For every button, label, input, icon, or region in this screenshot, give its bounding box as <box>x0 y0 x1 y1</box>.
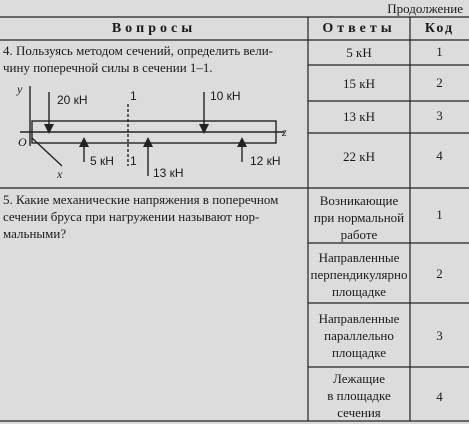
force-10-label: 10 кН <box>210 89 241 103</box>
q5-text-line2: сечении бруса при нагружении называют нор- <box>3 209 260 224</box>
continuation-label: Продолжение <box>387 1 463 16</box>
q5-answer-3-line1: Направленные <box>318 311 400 326</box>
force-12-label: 12 кН <box>250 154 281 168</box>
arrow-up-icon <box>79 137 89 147</box>
q4-answer-2: 15 кН <box>343 76 375 91</box>
force-20-label: 20 кН <box>57 93 88 107</box>
q5-text-line1: 5. Какие механические напряжения в поперечном <box>3 192 279 207</box>
q5-code-3: 3 <box>436 328 443 343</box>
q4-text <box>3 42 273 76</box>
q4-code-3: 3 <box>436 108 443 123</box>
q5-answer-3-line2: параллельно <box>324 328 394 343</box>
q5-code-4: 4 <box>436 389 443 404</box>
z-label: z <box>282 125 287 139</box>
code-header: Код <box>424 21 455 36</box>
x-label: x <box>57 167 63 181</box>
q4-answer-1: 5 кН <box>346 45 372 60</box>
q5-answer-4 <box>309 370 409 421</box>
questions-header: Вопросы <box>111 21 197 36</box>
q5-answer-3 <box>309 310 409 361</box>
q5-answer-2-line1: Направленные <box>318 250 400 265</box>
q4-text-line1: 4. Пользуясь методом сечений, определить вели- <box>3 43 273 58</box>
q5-answer-4-line2: в площадке <box>327 388 391 403</box>
q5-answer-2-line2: перпендикулярно <box>310 267 408 282</box>
q5-answer-4-line1: Лежащие <box>333 371 385 386</box>
beam-diagram <box>0 86 306 181</box>
q5-answer-1-line1: Возникающие <box>319 193 399 208</box>
q4-code-4: 4 <box>436 148 443 163</box>
force-13-label: 13 кН <box>153 166 184 180</box>
section-top-label: 1 <box>130 89 137 103</box>
q5-answer-1-line3: работе <box>340 227 378 242</box>
section-bottom-label: 1 <box>130 154 137 168</box>
y-label: y <box>17 86 23 96</box>
force-5-label: 5 кН <box>90 154 114 168</box>
q5-text <box>3 191 278 242</box>
q5-answer-2 <box>309 249 409 300</box>
q5-code-1: 1 <box>436 207 443 222</box>
q5-answer-1-line2: при нормальной <box>313 210 405 225</box>
q4-code-2: 2 <box>436 75 443 90</box>
q5-answer-1 <box>309 192 409 243</box>
q4-text-line2: чину поперечной силы в сечении 1–1. <box>3 60 213 75</box>
q5-answer-3-line3: площадке <box>331 345 387 360</box>
q4-answer-3: 13 кН <box>343 109 375 124</box>
q5-answer-2-line3: площадке <box>331 284 387 299</box>
arrow-up-icon <box>143 137 153 147</box>
origin-label: O <box>18 135 27 149</box>
q4-code-1: 1 <box>436 44 443 59</box>
answers-header: Ответы <box>322 21 396 36</box>
arrow-up-icon <box>237 137 247 147</box>
q5-text-line3: мальными? <box>3 226 67 241</box>
q5-answer-4-line3: сечения <box>337 405 381 420</box>
q4-answer-4: 22 кН <box>343 149 375 164</box>
q5-code-2: 2 <box>436 266 443 281</box>
x-axis <box>32 138 62 166</box>
